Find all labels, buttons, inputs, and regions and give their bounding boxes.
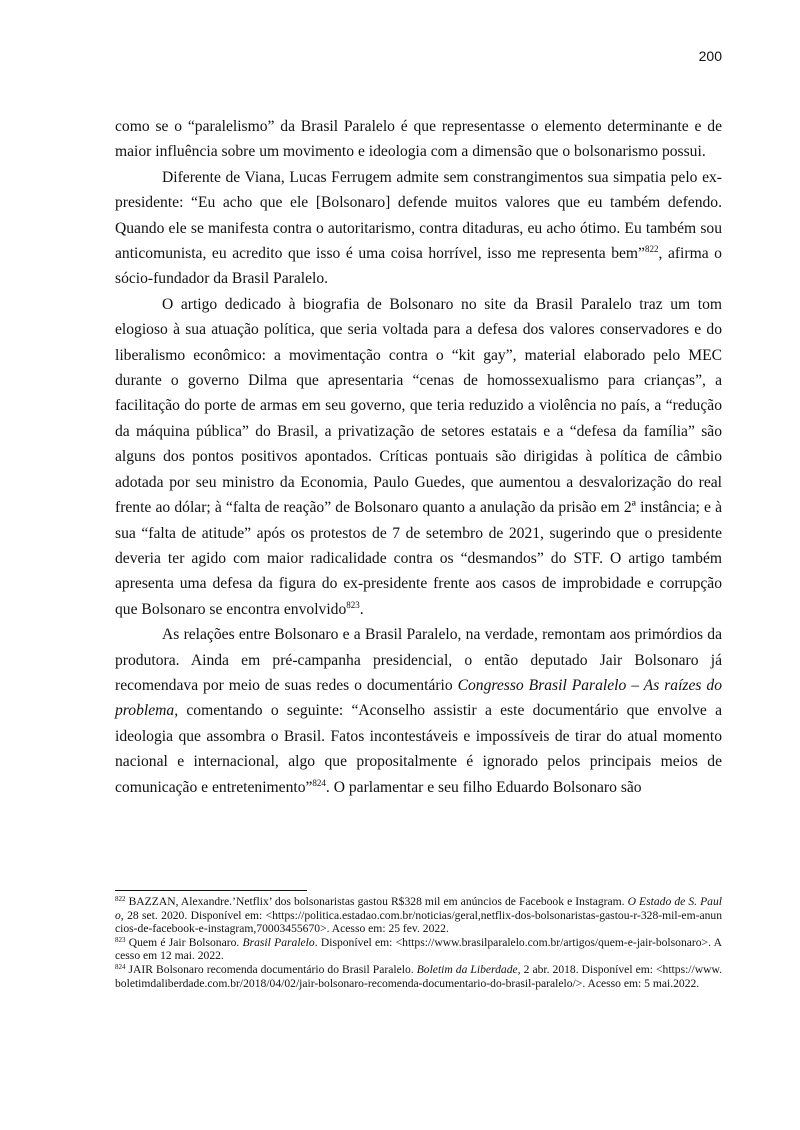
body-text xyxy=(115,114,722,800)
page-number: 200 xyxy=(698,48,722,64)
footnote-text-cont: 28 set. 2020. Disponível em: <https://politica.estadao.com.br/noticias/geral,netflix-dos-bolsonaristas-gastou-r-328-mil-em-anuncios-de-facebook-e-instagram,70003455670>. Acesso em: 25 fev. 2022. xyxy=(115,908,722,936)
footnote-number: 822 xyxy=(115,895,126,903)
paragraph-text: As relações entre Bolsonaro e a Brasil Paralelo, na verdade, remontam aos primórdios da produtora. Ainda em pré-campanha presidencial, o então deputado Jair Bolsonaro já recomendava por meio de suas redes o documentário xyxy=(115,626,722,694)
footnote-source: Brasil Paralelo xyxy=(242,935,315,949)
footnote-number: 824 xyxy=(115,962,126,971)
footnote-number: 823 xyxy=(115,935,126,944)
paragraph-text-cont: comentando o seguinte: “Aconselho assistir a este documentário que envolve a ideologia que assombra o Brasil. Fatos incontestáveis e impossíveis de tirar do atual momento nacional e internacional, algo que propositalmente é ignorado pelos principais meios de comunicação e entretenimento” xyxy=(115,702,722,796)
footnote-text: BAZZAN, Alexandre.’Netflix’ dos bolsonaristas gastou R$328 mil em anúncios de Facebook e Instagram. xyxy=(125,895,628,908)
paragraph-text: como se o “paralelismo” da Brasil Paralelo é que representasse o elemento determinante e de maior influência sobre um movimento e ideologia com a dimensão que o bolsonarismo possui. xyxy=(115,118,722,161)
footnote-ref-823[interactable]: 823 xyxy=(346,599,360,610)
footnote-source: O Estado de S. Paulo, xyxy=(115,895,722,922)
paragraph-text: O artigo dedicado à biografia de Bolsonaro no site da Brasil Paralelo traz um tom elogioso à sua atuação política, que seria voltada para a defesa dos valores conservadores e do liberalismo econômico: a movimentação contra o “kit gay”, material elaborado pelo MEC durante o governo Dilma que apresentaria “cenas de homossexualismo para crianças”, a facilitação do porte de armas em seu governo, que teria reduzido a violência no país, a “redução da máquina pública” do Brasil, a privatização de setores estatais e a “defesa da família” são alguns dos pontos positivos apontados. Críticas pontuais são dirigidas à política de câmbio adotada por seu ministro da Economia, Paulo Guedes, que aumentou a desvalorização do real frente ao dólar; à “falta de reação” de Bolsonaro quanto a anulação da prisão em 2ª instância; e à sua “falta de atitude” após os protestos de 7 de setembro de 2021, sugerindo que o presidente deveria ter agido com maior radicalidade contra os “desmandos” do STF. O artigo também apresenta uma defesa da figura do ex-presidente frente aos casos de improbidade e corrupção que Bolsonaro se encontra envolvido xyxy=(115,295,722,618)
footnote-823 xyxy=(115,936,722,963)
paragraph-tail: . xyxy=(359,600,364,618)
paragraph-text: Diferente de Viana, Lucas Ferrugem admite sem constrangimentos sua simpatia pelo ex-presidente: “Eu acho que ele [Bolsonaro] defende muitos valores que eu também defendo. Quando ele se manifesta contra o autoritarismo, contra ditaduras, eu acho ótimo. Eu também sou anticomunista, eu acredito que isso é uma coisa horrível, isso me representa bem” xyxy=(115,168,722,263)
paragraph-continuation xyxy=(115,114,722,165)
footnote-text: JAIR Bolsonaro recomenda documentário do Brasil Paralelo. xyxy=(125,962,417,976)
footnote-text-cont: . Disponível em: <https://www.brasilparalelo.com.br/artigos/quem-e-jair-bolsonaro>. Acesso em 12 mai. 2022. xyxy=(115,935,722,963)
footnote-separator xyxy=(115,890,307,891)
footnote-ref-824[interactable]: 824 xyxy=(312,777,326,788)
paragraph-tail: . O parlamentar e seu filho Eduardo Bolsonaro são xyxy=(325,778,642,796)
paragraph-tail: , afirma o sócio-fundador da Brasil Paralelo. xyxy=(115,245,722,288)
footnotes xyxy=(115,895,722,990)
footnote-824 xyxy=(115,963,722,990)
footnote-text: Quem é Jair Bolsonaro. xyxy=(125,935,243,949)
footnote-ref-822[interactable]: 822 xyxy=(644,244,659,255)
footnote-text-cont: , 2 abr. 2018. Disponível em: <https://www.boletimdaliberdade.com.br/2018/04/02/jair-bolsonaro-recomenda-documentario-do-brasil-paralelo/>. Acesso em: 5 mai.2022. xyxy=(115,962,723,990)
documentary-title: Congresso Brasil Paralelo – As raízes do problema, xyxy=(115,676,723,720)
footnote-source: Boletim da Liberdade xyxy=(416,962,518,976)
paragraph-biografia xyxy=(115,292,722,622)
paragraph-relacoes xyxy=(115,622,722,800)
paragraph-ferrugem xyxy=(115,165,722,292)
footnote-822 xyxy=(115,895,722,936)
